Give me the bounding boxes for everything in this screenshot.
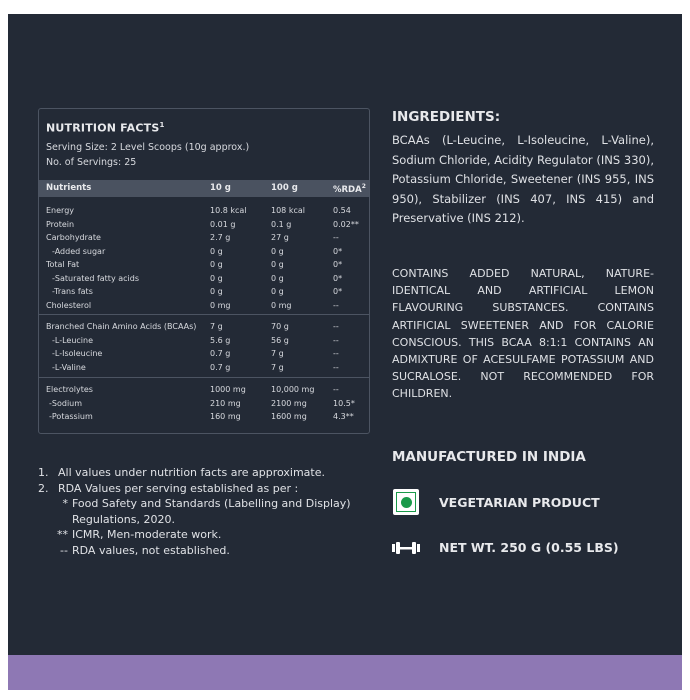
value-rda: -- xyxy=(333,385,339,394)
footnote-marker: 2. xyxy=(38,481,49,495)
nutrition-facts-table xyxy=(38,108,370,434)
table-row xyxy=(39,399,369,412)
footnote xyxy=(38,496,351,512)
value-100g: 0 mg xyxy=(271,300,292,310)
nutrient-name: Total Fat xyxy=(46,260,80,269)
table-header xyxy=(39,180,369,197)
value-10g: 7 g xyxy=(210,322,223,331)
nutrient-name: Protein xyxy=(46,219,75,229)
footnote-marker: * xyxy=(62,497,68,510)
value-10g: 0 g xyxy=(210,260,223,269)
table-row xyxy=(39,260,369,273)
table-row xyxy=(39,412,369,425)
table-row xyxy=(39,206,369,219)
bottom-band xyxy=(8,655,682,690)
value-100g: 2100 mg xyxy=(271,398,307,408)
footnote-text: Regulations, 2020. xyxy=(72,512,175,526)
table-row xyxy=(39,220,369,233)
value-100g: 108 kcal xyxy=(271,206,305,215)
value-100g: 7 g xyxy=(271,349,284,358)
value-100g: 0 g xyxy=(271,260,284,269)
table-row xyxy=(39,363,369,376)
value-rda: 0* xyxy=(333,246,343,256)
dumbbell-icon xyxy=(392,541,420,555)
nutrient-name: -Potassium xyxy=(49,412,93,421)
footnote-text: RDA Values per serving established as per : xyxy=(58,481,299,495)
value-rda: 0.54 xyxy=(333,206,351,215)
value-10g: 0.7 g xyxy=(210,349,231,358)
nutrient-name: -L-Valine xyxy=(52,362,86,372)
value-rda: 0* xyxy=(333,260,343,269)
nutrient-name: -L-Leucine xyxy=(52,335,94,345)
value-100g: 0 g xyxy=(271,287,284,296)
nutrition-title: NUTRITION FACTS$^1$ xyxy=(46,121,165,135)
header-10g: 10 g xyxy=(210,183,231,193)
value-100g: 0 g xyxy=(271,273,284,283)
footnote xyxy=(38,481,351,497)
nutrient-name: Electrolytes xyxy=(46,385,93,394)
table-row xyxy=(39,322,369,335)
vegetarian-label: VEGETARIAN PRODUCT xyxy=(439,495,600,510)
value-10g: 5.6 g xyxy=(210,335,231,345)
value-100g: 7 g xyxy=(271,362,284,372)
warning-text: CONTAINS ADDED NATURAL, NATURE-IDENTICAL AND ARTIFICIAL LEMON FLAVOURING SUBSTANCES. CONTAINS ARTIFICIAL SWEETENER AND FOR CALORIE CONSCIOUS. THIS BCAA 8:1:1 CONTAINS AN ADMIXTURE OF ACESULFAME POTASSIUM AND SUCRALOSE. NOT RECOMMENDED FOR CHILDREN. xyxy=(392,267,654,401)
table-row xyxy=(39,233,369,246)
nutrient-name: -Sodium xyxy=(49,398,83,408)
value-10g: 1000 mg xyxy=(210,385,246,394)
net-weight: NET WT. 250 G (0.55 LBS) xyxy=(439,540,619,555)
footnote xyxy=(38,465,351,481)
value-10g: 2.7 g xyxy=(210,233,231,242)
footnote-marker: -- xyxy=(60,543,68,557)
nutrient-name: Carbohydrate xyxy=(46,233,101,242)
header-100g: 100 g xyxy=(271,183,298,193)
table-row xyxy=(39,287,369,300)
ingredients-title: INGREDIENTS: xyxy=(392,109,501,125)
footnote xyxy=(38,527,351,543)
table-row xyxy=(39,301,369,314)
footnote-marker: ** xyxy=(57,528,68,541)
value-100g: 27 g xyxy=(271,233,289,242)
header-nutrients: Nutrients xyxy=(46,183,92,193)
value-100g: 10,000 mg xyxy=(271,385,315,394)
footnote-text: Food Safety and Standards (Labelling and Display) xyxy=(72,497,351,510)
manufactured-in: MANUFACTURED IN INDIA xyxy=(392,449,586,465)
table-row xyxy=(39,274,369,287)
value-rda: 0* xyxy=(333,287,343,296)
value-rda: -- xyxy=(333,335,339,345)
table-row xyxy=(39,336,369,349)
footnote-text: All values under nutrition facts are approximate. xyxy=(58,466,325,479)
value-rda: 4.3** xyxy=(333,412,354,421)
footnote-text: ICMR, Men-moderate work. xyxy=(72,528,222,541)
footnote-text: RDA values, not established. xyxy=(72,543,230,557)
table-divider xyxy=(39,314,369,315)
value-rda: -- xyxy=(333,233,339,242)
value-10g: 0.01 g xyxy=(210,219,236,229)
ingredients-text: BCAAs (L-Leucine, L-Isoleucine, L-Valine), Sodium Chloride, Acidity Regulator (INS 330), Potassium Chloride, Sweetener (INS 955, INS 950), Stabilizer (INS 407, INS 415) and Preservative (INS 212). xyxy=(392,133,654,225)
value-100g: 70 g xyxy=(271,322,289,331)
header-rda: %RDA$^2$ xyxy=(333,183,366,195)
serving-size: Serving Size: 2 Level Scoops (10g approx.) xyxy=(46,141,250,153)
value-rda: -- xyxy=(333,322,339,331)
value-rda: -- xyxy=(333,300,339,310)
nutrient-name: -Added sugar xyxy=(52,246,106,256)
value-rda: 10.5* xyxy=(333,398,355,408)
nutrient-name: Cholesterol xyxy=(46,300,92,310)
value-10g: 0 g xyxy=(210,287,223,296)
footnote xyxy=(38,543,351,559)
nutrient-name: Energy xyxy=(46,206,75,215)
value-rda: -- xyxy=(333,362,339,372)
table-row xyxy=(39,349,369,362)
table-row xyxy=(39,385,369,398)
value-100g: 56 g xyxy=(271,335,289,345)
servings-count: No. of Servings: 25 xyxy=(46,156,137,168)
nutrient-name: -Trans fats xyxy=(52,287,93,296)
table-row xyxy=(39,247,369,260)
value-rda: 0* xyxy=(333,273,343,283)
value-10g: 10.8 kcal xyxy=(210,206,247,215)
value-10g: 0 g xyxy=(210,246,223,256)
value-100g: 0.1 g xyxy=(271,219,292,229)
footnote xyxy=(38,512,351,528)
value-100g: 0 g xyxy=(271,246,284,256)
nutrient-name: Branched Chain Amino Acids (BCAAs) xyxy=(46,322,197,331)
vegetarian-icon xyxy=(393,489,419,515)
table-divider xyxy=(39,377,369,378)
value-rda: -- xyxy=(333,349,339,358)
value-10g: 210 mg xyxy=(210,398,241,408)
value-rda: 0.02** xyxy=(333,219,359,229)
footnotes xyxy=(38,465,351,558)
value-100g: 1600 mg xyxy=(271,412,307,421)
value-10g: 0.7 g xyxy=(210,362,231,372)
value-10g: 160 mg xyxy=(210,412,241,421)
value-10g: 0 mg xyxy=(210,300,231,310)
nutrient-name: -Saturated fatty acids xyxy=(52,273,139,283)
footnote-marker: 1. xyxy=(38,466,49,479)
nutrient-name: -L-Isoleucine xyxy=(52,349,103,358)
value-10g: 0 g xyxy=(210,273,223,283)
